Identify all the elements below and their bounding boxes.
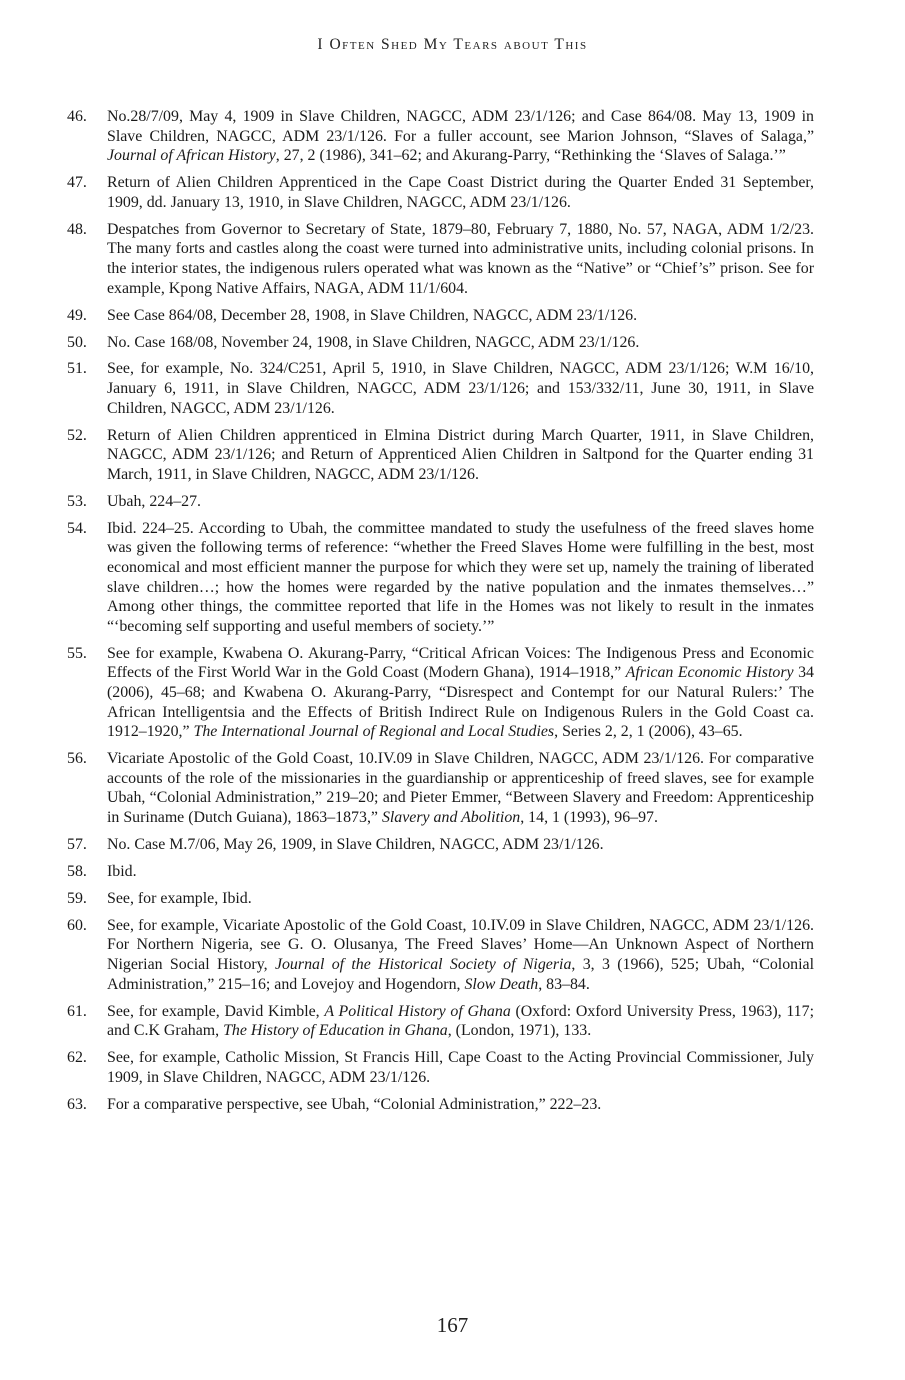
- text-run: See, for example, No. 324/C251, April 5, 1910, in Slave Children, NAGCC, ADM 23/1/126; W.M 16/10, January 6, 1911, in Slave Children, NAGCC, ADM 23/1/126; and 153/332/11, June 30, 1911, in Slave Children, NAGCC, ADM 23/1/126.: [107, 360, 814, 417]
- endnote: [67, 1048, 814, 1087]
- endnote-number: 47.: [67, 174, 87, 192]
- italic-title: The History of Education in Ghana: [223, 1022, 448, 1040]
- endnote: [67, 862, 814, 882]
- endnote: [67, 749, 814, 827]
- text-run: Ibid.: [107, 862, 137, 880]
- endnote: [67, 644, 814, 742]
- text-run: No.28/7/09, May 4, 1909 in Slave Children, NAGCC, ADM 23/1/126; and Case 864/08. May 13, 1909 in Slave Children, NAGCC, ADM 23/1/126. For a fuller account, see Marion Johnson, “Slaves of Salaga,”: [107, 108, 814, 145]
- endnote-number: 63.: [67, 1095, 87, 1113]
- text-run: See, for example, David Kimble,: [107, 1002, 325, 1020]
- endnote: [67, 426, 814, 485]
- endnote-number: 62.: [67, 1049, 87, 1067]
- endnote-text: [107, 426, 814, 485]
- endnote-number: 51.: [67, 360, 87, 378]
- endnote-text: [107, 306, 814, 326]
- endnote-text: [107, 1095, 814, 1115]
- endnote: [67, 1095, 814, 1115]
- endnote: [67, 173, 814, 212]
- endnote-text: [107, 644, 814, 742]
- endnote: [67, 519, 814, 637]
- endnote-text: [107, 333, 814, 353]
- endnote: [67, 916, 814, 994]
- text-run: No. Case 168/08, November 24, 1908, in Slave Children, NAGCC, ADM 23/1/126.: [107, 333, 640, 351]
- italic-title: A Political History of Ghana: [324, 1002, 511, 1020]
- text-run: , 3, 3 (1966), 525; Ubah, “Colonial Administration,” 215–16; and Lovejoy and Hogendorn,: [107, 956, 814, 993]
- endnote: [67, 306, 814, 326]
- endnote-number: 50.: [67, 333, 87, 351]
- endnote-number: 54.: [67, 519, 87, 537]
- italic-title: Journal of African History: [107, 147, 276, 165]
- text-run: See, for example, Catholic Mission, St Francis Hill, Cape Coast to the Acting Provincial Commissioner, July 1909, in Slave Children, NAGCC, ADM 23/1/126.: [107, 1049, 814, 1086]
- endnote-text: [107, 916, 814, 994]
- italic-title: Slow Death: [464, 975, 539, 993]
- endnote-number: 58.: [67, 862, 87, 880]
- endnote-number: 49.: [67, 306, 87, 324]
- endnote: [67, 220, 814, 298]
- text-run: , Series 2, 2, 1 (2006), 43–65.: [554, 723, 743, 741]
- text-run: Ubah, 224–27.: [107, 492, 202, 510]
- endnote-number: 55.: [67, 644, 87, 662]
- italic-title: The International Journal of Regional and Local Studies: [193, 723, 555, 741]
- text-run: See for example, Kwabena O. Akurang-Parry, “Critical African Voices: The Indigenous Press and Economic Effects of the First World War in the Gold Coast (Modern Ghana), 1914–1918,”: [107, 644, 814, 682]
- endnote-number: 61.: [67, 1002, 87, 1020]
- text-run: , 83–84.: [538, 975, 590, 993]
- endnote-number: 53.: [67, 492, 87, 510]
- endnote-number: 57.: [67, 835, 87, 853]
- endnote: [67, 889, 814, 909]
- endnote-number: 52.: [67, 426, 87, 444]
- endnote: [67, 359, 814, 418]
- endnote-text: [107, 220, 814, 298]
- text-run: , 27, 2 (1986), 341–62; and Akurang-Parry, “Rethinking the ‘Slaves of Salaga.’”: [275, 147, 786, 165]
- text-run: Return of Alien Children apprenticed in Elmina District during March Quarter, 1911, in Slave Children, NAGCC, ADM 23/1/126; and Return of Apprenticed Alien Children in Saltpond for the Quarter ending 31 March, 1911, in Slave Children, NAGCC, ADM 23/1/126.: [107, 426, 814, 483]
- endnote-text: [107, 889, 814, 909]
- italic-title: Slavery and Abolition: [381, 808, 521, 826]
- running-head: I Often Shed My Tears about This: [317, 36, 588, 53]
- endnote-text: [107, 835, 814, 855]
- endnote-text: [107, 359, 814, 418]
- endnote: [67, 1002, 814, 1041]
- text-run: No. Case M.7/06, May 26, 1909, in Slave Children, NAGCC, ADM 23/1/126.: [107, 835, 604, 853]
- endnote-number: 46.: [67, 108, 87, 125]
- endnote-text: [107, 173, 814, 212]
- italic-title: Journal of the Historical Society of Nigeria: [274, 956, 572, 974]
- endnote-number: 48.: [67, 220, 87, 238]
- text-run: For a comparative perspective, see Ubah, “Colonial Administration,” 222–23.: [107, 1095, 602, 1113]
- page-number: 167: [436, 1313, 469, 1337]
- endnote-text: [107, 862, 814, 882]
- endnote-text: [107, 107, 814, 166]
- endnote-number: 56.: [67, 750, 87, 768]
- text-run: Despatches from Governor to Secretary of State, 1879–80, February 7, 1880, No. 57, NAGA, ADM 1/2/23. The many forts and castles along the coast were turned into administrative units, including colonial prisons. In the interior states, the indigenous rulers operated what was known as the “Native” or “Chief’s” prison. See for example, Kpong Native Affairs, NAGA, ADM 11/1/604.: [107, 220, 814, 297]
- endnote: [67, 492, 814, 512]
- text-run: 34 (2006), 45–68; and Kwabena O. Akurang-Parry, “Disrespect and Contempt for our Natural Rulers:’ The African Intelligentsia and the Effects of British Indirect Rule on Indigenous Rulers in the Gold Coast ca. 1912–1920,”: [107, 664, 815, 741]
- endnote-text: [107, 492, 814, 512]
- text-run: Return of Alien Children Apprenticed in the Cape Coast District during the Quarter Ended 31 September, 1909, dd. January 13, 1910, in Slave Children, NAGCC, ADM 23/1/126.: [107, 174, 814, 211]
- endnote-number: 60.: [67, 916, 87, 934]
- endnote: [67, 333, 814, 353]
- endnote: [67, 835, 814, 855]
- text-run: Ibid. 224–25. According to Ubah, the committee mandated to study the usefulness of the freed slaves home was given the following terms of reference: “whether the Freed Slaves Home were fulfilling in the best, most economical and most efficient manner the purpose for which they were set up, namely the training of liberated slave children…; how the homes were regarded by the native population and the inmates themselves…” Among other things, the committee reported that life in the Homes was not likely to result in the inmates “‘becoming self supporting and useful members of society.’”: [107, 519, 814, 635]
- text-run: Vicariate Apostolic of the Gold Coast, 10.IV.09 in Slave Children, NAGCC, ADM 23/1/126. For comparative accounts of the role of the missionaries in the guardianship or apprenticeship of freed slaves, see for example Ubah, “Colonial Administration,” 219–20; and Pieter Emmer, “Between Slavery and Freedom: Apprenticeship in Suriname (Dutch Guiana), 1863–1873,”: [107, 750, 814, 826]
- endnote-text: [107, 1002, 814, 1041]
- italic-title: African Economic History: [625, 664, 794, 682]
- endnote-text: [107, 1048, 814, 1087]
- text-run: See, for example, Ibid.: [107, 889, 252, 907]
- endnote-number: 59.: [67, 889, 87, 907]
- endnote: [67, 107, 814, 166]
- text-run: See, for example, Vicariate Apostolic of the Gold Coast, 10.IV.09 in Slave Children, NAGCC, ADM 23/1/126. For Northern Nigeria, see G. O. Olusanya, The Freed Slaves’ Home—An Unknown Aspect of Northern Nigerian Social History,: [107, 916, 814, 974]
- text-run: , 14, 1 (1993), 96–97.: [520, 808, 658, 826]
- text-run: , (London, 1971), 133.: [447, 1022, 592, 1040]
- endnotes-list: [67, 107, 814, 1122]
- text-run: (Oxford: Oxford University Press, 1963), 117; and C.K Graham,: [107, 1002, 814, 1040]
- text-run: See Case 864/08, December 28, 1908, in Slave Children, NAGCC, ADM 23/1/126.: [107, 306, 638, 324]
- endnote-text: [107, 519, 814, 637]
- endnote-text: [107, 749, 814, 827]
